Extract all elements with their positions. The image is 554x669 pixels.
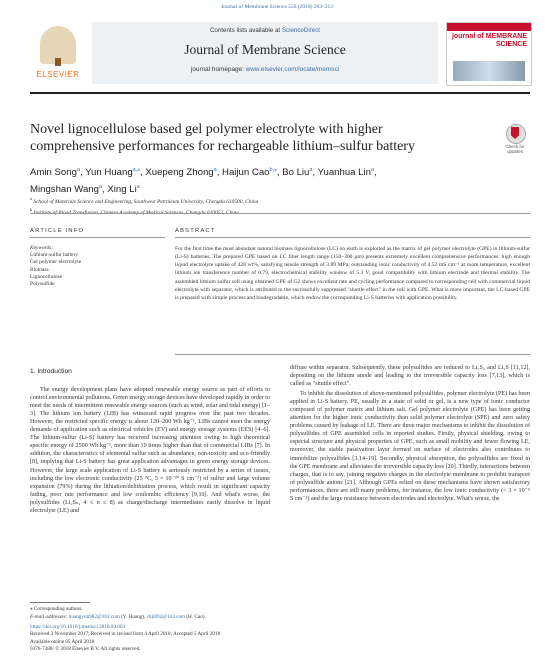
author-separator: ,: [312, 167, 318, 179]
keyword-item: Lithium-sulfur battery: [30, 252, 79, 259]
publication-info: [30, 624, 330, 653]
publisher-name: ELSEVIER: [36, 70, 80, 79]
author-affiliation-marker[interactable]: a,⁎: [132, 167, 140, 173]
email-link-2[interactable]: chjl892@163.com: [146, 613, 185, 620]
article-info-heading: ARTICLE INFO: [30, 228, 85, 234]
corresponding-label: ⁎ Corresponding authors.: [30, 606, 83, 612]
author-separator: ,: [80, 167, 86, 179]
affiliation-marker: a: [30, 196, 32, 201]
affiliation-divider: [30, 213, 530, 214]
cover-band: [447, 23, 531, 31]
keyword-item: Biomass: [30, 266, 49, 273]
journal-header-band: [92, 22, 438, 84]
crossmark-badge[interactable]: [500, 124, 530, 154]
introduction-heading: 1. Introduction: [30, 368, 72, 375]
left-column-paragraphs: [30, 386, 270, 515]
keyword-item: Polysulfide: [30, 281, 55, 288]
elsevier-logo[interactable]: [30, 22, 86, 80]
author-name[interactable]: Amin Song: [30, 167, 77, 179]
abstract-rule: [175, 237, 530, 238]
keyword-item: Lignocellulose: [30, 273, 63, 280]
author-name[interactable]: Yuanhua Lin: [317, 167, 371, 179]
paper-title: Novel lignocellulose based gel polymer electrolyte with higher comprehensive performances for rechargeable lithium–sulfur battery: [30, 122, 415, 154]
email-2-owner: (H. Cao).: [184, 613, 206, 620]
homepage-link[interactable]: www.elsevier.com/locate/memsci: [245, 66, 340, 73]
tree-trunk: [55, 58, 61, 66]
corresponding-footnote: [30, 606, 290, 621]
available-online: Available online 05 April 2018: [30, 638, 95, 645]
author-affiliation-marker[interactable]: a: [213, 167, 217, 173]
affiliation-marker: b: [30, 206, 33, 212]
contents-prefix: Contents lists available at: [209, 27, 282, 34]
abstract-text: For the first time the most abundant natural biomass lignocellulose (LC) on earth is exploited as the matrix of gel polymer electrolyte (GPE) in lithium-sulfur (Li-S) batteries. The prepared GPE based on LC fiber length range (150–300 μm) presents extremely excellent comprehensive performances: high enough liquid electrolyte uptake of 428 wt%, satisfying tensile strength of 3.89 MPa, outstanding ionic conductivity of 4.52 mS cm⁻¹ at room temperature, excellent lithium ion transference number of 0.79, electrochemical stability window of 5.3 V, good compatibility with lithium electrode and thermal stability. The assembled lithium sulfur cell using obtained GPE of G2 shows excellent rate and cycling performance compared to corresponding cell with commercial liquid electrolyte with separator, which is attributed to the successfully suppressed "shuttle effect" in the cell with GPE. What is more important, the LC-based GPE is prepared with simple process and biodegradable, which endow the corresponding Li-S batteries with application possibility.: [175, 246, 530, 301]
cover-image: [453, 61, 525, 81]
header-divider: [30, 92, 530, 94]
body-column-left: [30, 368, 270, 515]
author-affiliation-marker[interactable]: b,⁎: [269, 167, 277, 173]
author-name[interactable]: Xuepeng Zhong: [145, 167, 214, 179]
journal-cover[interactable]: [446, 22, 532, 86]
body-paragraph: To inhibit the dissolution of above-mentioned polysulfides, polymer electrolyte (PE) has been applied in Li-S battery. PE, usually in a state of solid or gel, is a new type of ionic conductor composed of polymer matrix and lithium salt. Gel polymer electrolyte (GPE) has been getting attention for the higher ionic conductivity than solid polymer electrolyte (SPE) and zero safety problems caused by leakage of LE. There are three major mechanisms to inhibit the dissolution of polysulfides of GPE assembled cells in reported studies. Firstly, physical shielding, owing to especial structure and physical properties of GPE, such as small mobility and fewer flowing LE, moreover, the stable passivation layer formed on surface of electrodes also contributes to immobilize polysulfides [3,14–19]. Secondly, physical absorption, the polysulfides are fixed in the GPE membrane and alleviates the irreversible capacity loss [20]. Thirdly, interactions between charges, that is to say, joining negative charges in the electrolyte membrane to prohibit transport of polysulfide anions [21]. Although GPEs relied on these mechanisms have shown satisfactory performances, there are still many problems, for instance, the low ionic conductivity (< 3 × 10⁻⁵ S cm⁻¹) and the large resistance between electrodes and electrolyte. What's worse, the: [290, 391, 530, 502]
author-name[interactable]: Xing Li: [107, 184, 137, 196]
body-column-right: [290, 364, 530, 503]
email-prefix: E-mail addresses:: [30, 613, 69, 620]
author-affiliation-marker[interactable]: a: [98, 184, 103, 191]
affiliation-text: School of Materials Science and Engineering, Southwest Petroleum University, Chengdu 610500, China: [32, 198, 259, 205]
keywords-list: [30, 245, 165, 288]
doi-link[interactable]: https://doi.org/10.1016/j.memsci.2018.04.003: [30, 624, 126, 630]
author-separator: ,: [276, 167, 283, 179]
journal-citation-line[interactable]: Journal of Membrane Science 556 (2018) 203–213: [220, 4, 334, 10]
author-separator: ,: [216, 167, 223, 179]
homepage-prefix: journal homepage:: [190, 66, 246, 73]
author-separator: ,: [374, 167, 377, 179]
email-1-owner: (Y. Huang),: [119, 613, 147, 620]
author-affiliation-marker[interactable]: a: [370, 167, 375, 173]
author-separator: ,: [102, 184, 108, 196]
author-affiliation-marker[interactable]: a: [309, 167, 313, 173]
sciencedirect-link[interactable]: ScienceDirect: [281, 27, 321, 34]
abstract-bottom-rule: [175, 354, 530, 355]
received-dates: Received 3 November 2017; Received in revised form 4 April 2018; Accepted 5 April 2018: [30, 631, 221, 638]
journal-title: Journal of Membrane Science: [184, 42, 346, 57]
contents-line: [92, 27, 438, 34]
author-affiliation-marker[interactable]: a: [136, 184, 140, 191]
affiliation-item: [30, 195, 510, 206]
footnote-rule: [30, 602, 90, 603]
right-column-paragraphs: [290, 364, 530, 503]
author-name[interactable]: Bo Liu: [282, 167, 310, 179]
author-name[interactable]: Yun Huang: [85, 167, 133, 179]
author-name[interactable]: Mingshan Wang: [30, 184, 99, 196]
journal-homepage-line: [92, 66, 438, 73]
author-name[interactable]: Haijun Cao: [222, 167, 270, 179]
body-paragraph: diffuse within separator. Subsequently, these polysulfides are reduced to Li₂S₂ and Li₂S [11,12], depositing on the lithium anode and leading to the irreversible capacity loss [7,13], which is called as "shuttle effect".: [290, 365, 530, 388]
keyword-item: Gel polymer electrolyte: [30, 259, 82, 266]
body-paragraph: The energy development plans have adopted renewable energy source as part of efforts to control environmental pollutions. Green energy storage devices have developed rapidly in order to meet the needs of intermittent renewable energy sources (such as wind, solar and tidal energy) [1–3]. The lithium ion battery (LIB) has witnessed rapid progress over the past two decades. However, the restricted specific energy is about 120–200 Wh kg⁻¹, LIBs cannot meet the energy demands of application such as electrical vehicles (EV) and energy storage systems (EES) [4–6]. The lithium-sulfur (Li-S) battery has received increasing attention owing to high theoretical specific energy of 2500 Wh kg⁻¹, more than 10 times higher than that of commercial LIBs [7]. In addition, the characteristics of elemental sulfur such as abundance, non-toxicity and eco-friendly [8], implying that Li-S battery has great application advantages in green energy storage devices. However, the large scale application of Li-S battery is seriously restricted by a series of issues, including the low electronic conductivity (25 °C, 5 × 10⁻³⁰ S cm⁻¹) of sulfur and large volume expansion (79%) during the lithiation/delithiation process, which result in significant capacity fading, poor rate performance and low coulombic efficiency [9,10]. And what's worse, the polysulfides (Li₂Sₙ, 4 ≤ n ≤ 8) as charge/discharge intermediates easily dissolve in liquid electrolyte (LE) and: [30, 387, 271, 514]
crossmark-label: Check for updates: [505, 144, 525, 154]
author-list: [30, 163, 510, 197]
author-separator: ,: [140, 167, 146, 179]
email-link-1[interactable]: huangyun982@163.com: [68, 613, 120, 620]
copyright: 0376-7388/ © 2018 Elsevier B.V. All rights reserved.: [30, 645, 141, 652]
keywords-label: Keywords:: [30, 245, 54, 251]
email-line: [30, 614, 290, 622]
authors-line-1: [30, 163, 510, 180]
article-info-rule: [30, 237, 165, 238]
cover-title: journal of MEMBRANE SCIENCE: [451, 33, 527, 48]
affiliation-item: [30, 206, 510, 217]
author-affiliation-marker[interactable]: a: [76, 167, 80, 173]
abstract-heading: ABSTRACT: [175, 228, 216, 234]
